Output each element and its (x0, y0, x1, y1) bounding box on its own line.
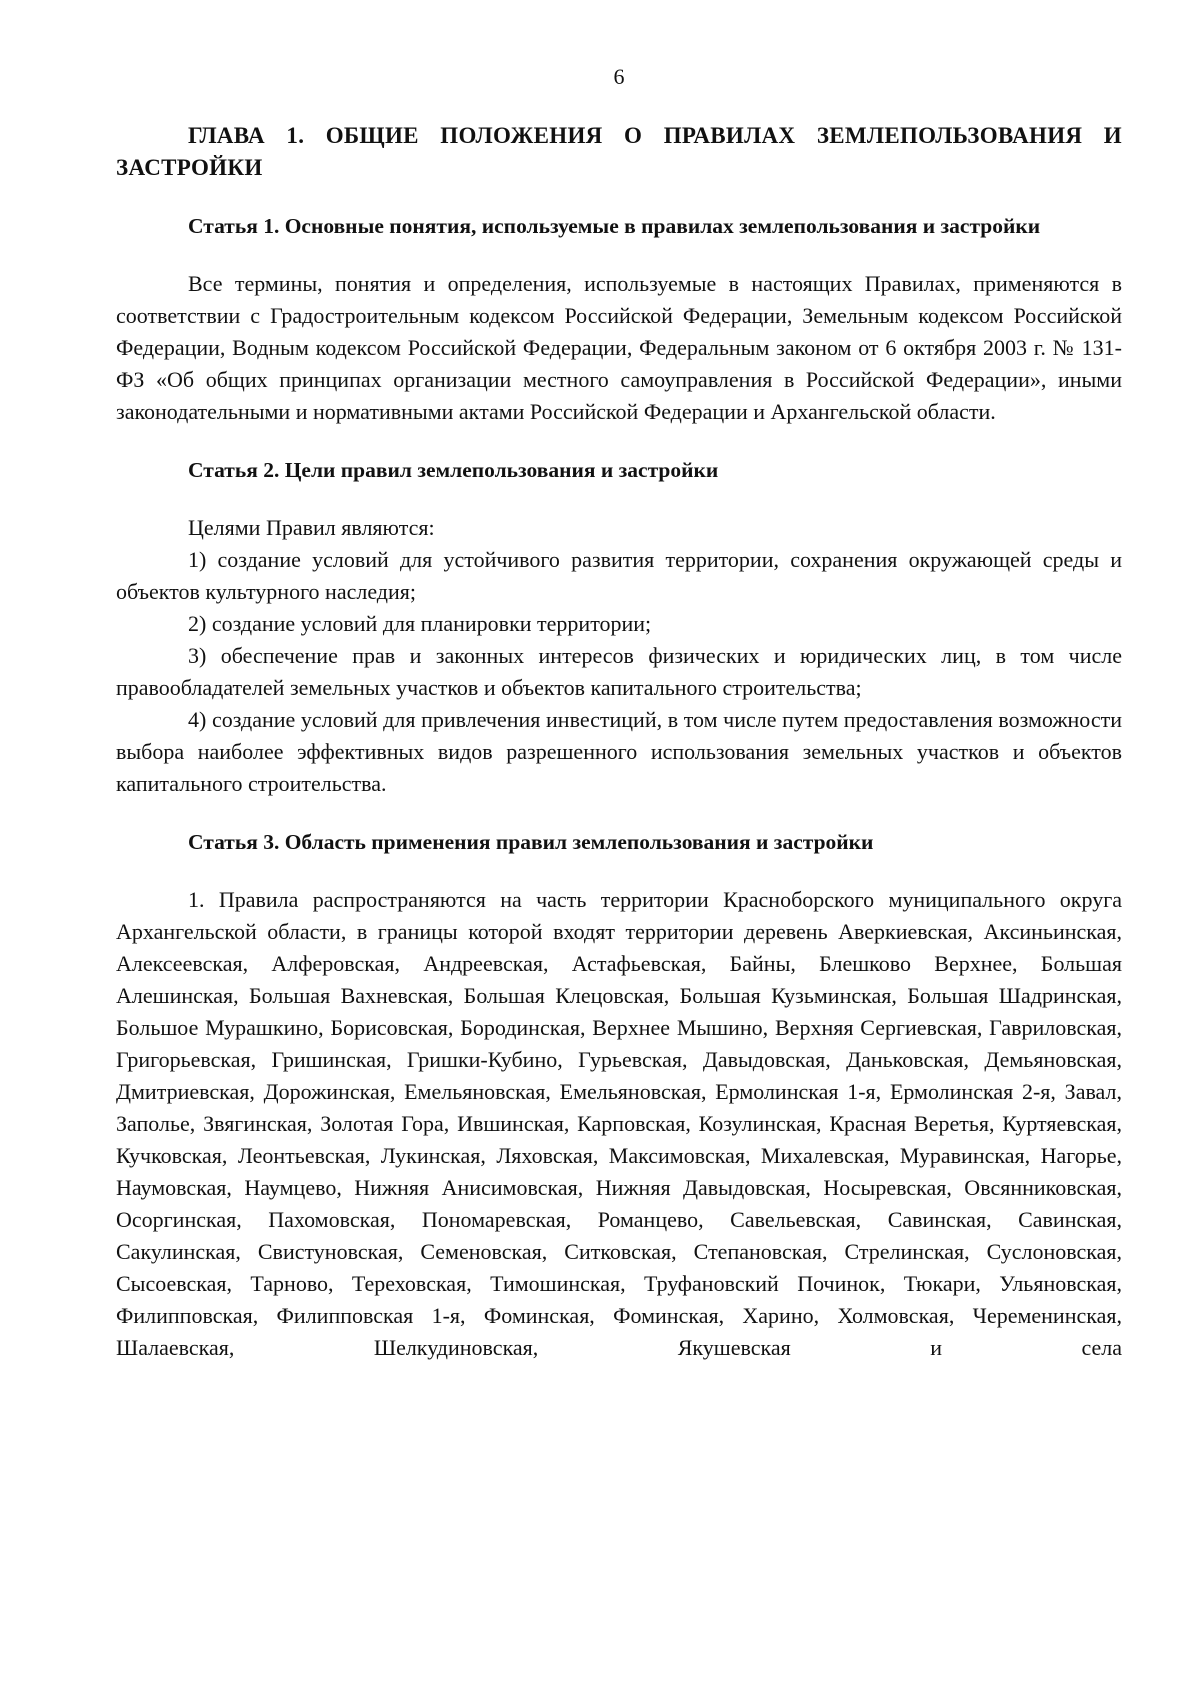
article-2-item-1: 1) создание условий для устойчивого развития территории, сохранения окружающей среды и объектов культурного наследия; (116, 547, 1122, 604)
article-2-title: Статья 2. Цели правил землепользования и застройки (188, 458, 719, 482)
article-1-title: Статья 1. Основные понятия, используемые в правилах землепользования и застройки (188, 214, 1041, 238)
article-1-paragraph: Все термины, понятия и определения, используемые в настоящих Правилах, применяются в соответствии с Градостроительным кодексом Российской Федерации, Земельным кодексом Российской Федерации, Водным кодексом Российской Федерации, Федеральным законом от 6 октября 2003 г. № 131-ФЗ «Об общих принципах организации местного самоуправления в Российской Федерации», иными законодательными и нормативными актами Российской Федерации и Архангельской области. (116, 271, 1122, 424)
document-page (116, 64, 1122, 1364)
article-2-item-2: 2) создание условий для планировки территории; (188, 611, 652, 636)
page-number: 6 (613, 64, 625, 89)
article-2-item-4: 4) создание условий для привлечения инвестиций, в том числе путем предоставления возможности выбора наиболее эффективных видов разрешенного использования земельных участков и объектов капитального строительства. (116, 707, 1122, 796)
chapter-title: ГЛАВА 1. ОБЩИЕ ПОЛОЖЕНИЯ О ПРАВИЛАХ ЗЕМЛЕПОЛЬЗОВАНИЯ И ЗАСТРОЙКИ (116, 123, 1122, 180)
article-2-intro: Целями Правил являются: (188, 515, 435, 540)
article-3-title: Статья 3. Область применения правил землепользования и застройки (188, 830, 874, 854)
article-3-paragraph-1: 1. Правила распространяются на часть территории Красноборского муниципального округа Архангельской области, в границы которой входят территории деревень Аверкиевская, Аксиньинская, Алексеевская, Алферовская, Андреевская, Астафьевская, Байны, Блешково Верхнее, Большая Алешинская, Большая Вахневская, Большая Клецовская, Большая Кузьминская, Большая Шадринская, Большое Мурашкино, Борисовская, Бородинская, Верхнее Мышино, Верхняя Сергиевская, Гавриловская, Григорьевская, Гришинская, Гришки-Кубино, Гурьевская, Давыдовская, Даньковская, Демьяновская, Дмитриевская, Дорожинская, Емельяновская, Емельяновская, Ермолинская 1-я, Ермолинская 2-я, Завал, Заполье, Звягинская, Золотая Гора, Ившинская, Карповская, Козулинская, Красная Веретья, Куртяевская, Кучковская, Леонтьевская, Лукинская, Ляховская, Максимовская, Михалевская, Муравинская, Нагорье, Наумовская, Наумцево, Нижняя Анисимовская, Нижняя Давыдовская, Носыревская, Овсянниковская, Осоргинская, Пахомовская, Пономаревская, Романцево, Савельевская, Савинская, Савинская, Сакулинская, Свистуновская, Семеновская, Ситковская, Степановская, Стрелинская, Суслоновская, Сысоевская, Тарново, Тереховская, Тимошинская, Труфановский Починок, Тюкари, Ульяновская, Филипповская, Филипповская 1-я, Фоминская, Фоминская, Харино, Холмовская, Череменинская, Шалаевская, Шелкудиновская, Якушевская и села (116, 887, 1122, 1360)
article-2-item-3: 3) обеспечение прав и законных интересов физических и юридических лиц, в том числе правообладателей земельных участков и объектов капитального строительства; (116, 643, 1122, 700)
